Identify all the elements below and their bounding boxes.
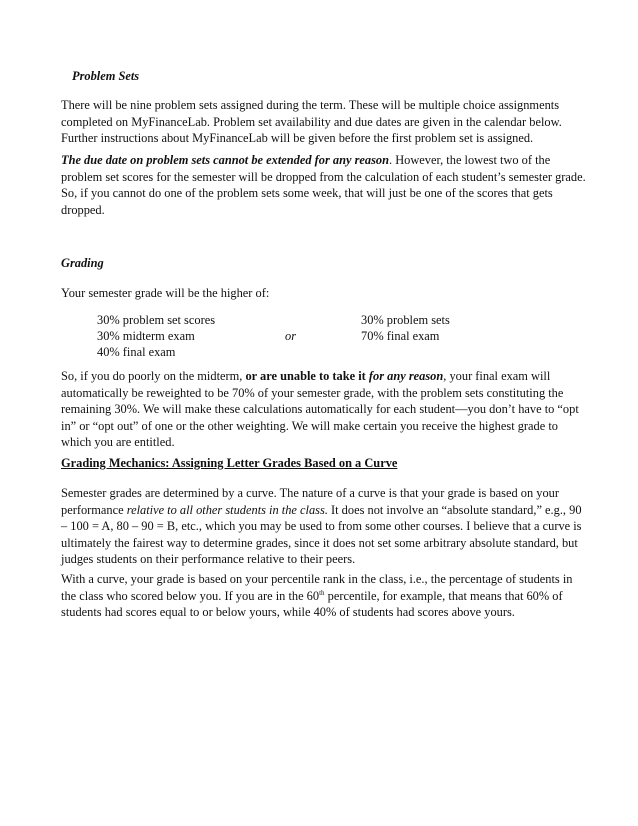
curve-start: Semester grades are determined by a curve. The nature of a curve is that your grade is based on your performance xyxy=(61,486,559,517)
percentile-start: With a curve, your grade is based on your percentile rank in the class, i.e., the percentage of students in the class who scored below you. If you are in the 60 xyxy=(61,572,573,603)
due-date-emphasis: The due date on problem sets cannot be extended for any reason xyxy=(61,153,389,167)
due-date-paragraph xyxy=(61,152,586,218)
option-a-line-2: 30% midterm exam xyxy=(97,329,195,343)
reweight-paragraph xyxy=(61,368,586,451)
or-label: or xyxy=(285,329,297,343)
option-b-line-2: 70% final exam xyxy=(361,329,440,343)
grading-options xyxy=(0,312,638,362)
reweight-bold: or are unable to take it xyxy=(245,369,369,383)
percentile-rest: percentile, for example, that means that 60% of students had scores equal to or below yours, while 40% of students had scores above yours. xyxy=(61,588,563,620)
problem-sets-paragraph: There will be nine problem sets assigned during the term. These will be multiple choice assignments completed on MyFinanceLab. Problem set availability and due dates are given in the calendar below. Further instructions about MyFinanceLab will be given before the first problem set is assigned. xyxy=(61,98,562,146)
option-a-line-3: 40% final exam xyxy=(97,345,176,359)
percentile-sup: th xyxy=(319,588,325,597)
reweight-rest: , your final exam will automatically be reweighted to be 70% of your semester grade, with the problem sets constituting the remaining 30%. We will make these calculations automatically for each student—you don’t have to “opt in” or “opt out” of one or the other weighting. We will make certain you receive the highest grade to which you are entitled. xyxy=(61,369,579,450)
reweight-bold-italic: for any reason xyxy=(368,369,444,383)
curve-paragraph xyxy=(61,485,586,568)
percentile-paragraph xyxy=(61,571,586,621)
option-a-line-1: 30% problem set scores xyxy=(97,313,216,327)
option-b-line-1: 30% problem sets xyxy=(361,313,450,327)
due-date-rest: . However, the lowest two of the problem set scores for the semester will be dropped from the calculation of each student’s semester grade. So, if you cannot do one of the problem sets some week, that will just be one of the scores that gets dropped. xyxy=(61,153,586,217)
curve-rest: It does not involve an “absolute standard,” e.g., 90 – 100 = A, 80 – 90 = B, etc., which you may be used to from some other courses. I believe that a curve is ultimately the fairest way to determine grades, since it does not set some arbitrary absolute standard, but judges students on their performance relative to their peers. xyxy=(61,502,582,567)
reweight-start: So, if you do poorly on the midterm, xyxy=(61,369,246,383)
curve-italic: relative to all other students in the class. xyxy=(126,502,328,517)
grading-mechanics-heading: Grading Mechanics: Assigning Letter Grades Based on a Curve xyxy=(61,456,398,470)
grading-intro: Your semester grade will be the higher of: xyxy=(61,286,270,300)
grading-heading: Grading xyxy=(61,256,104,270)
problem-sets-heading: Problem Sets xyxy=(72,69,140,83)
